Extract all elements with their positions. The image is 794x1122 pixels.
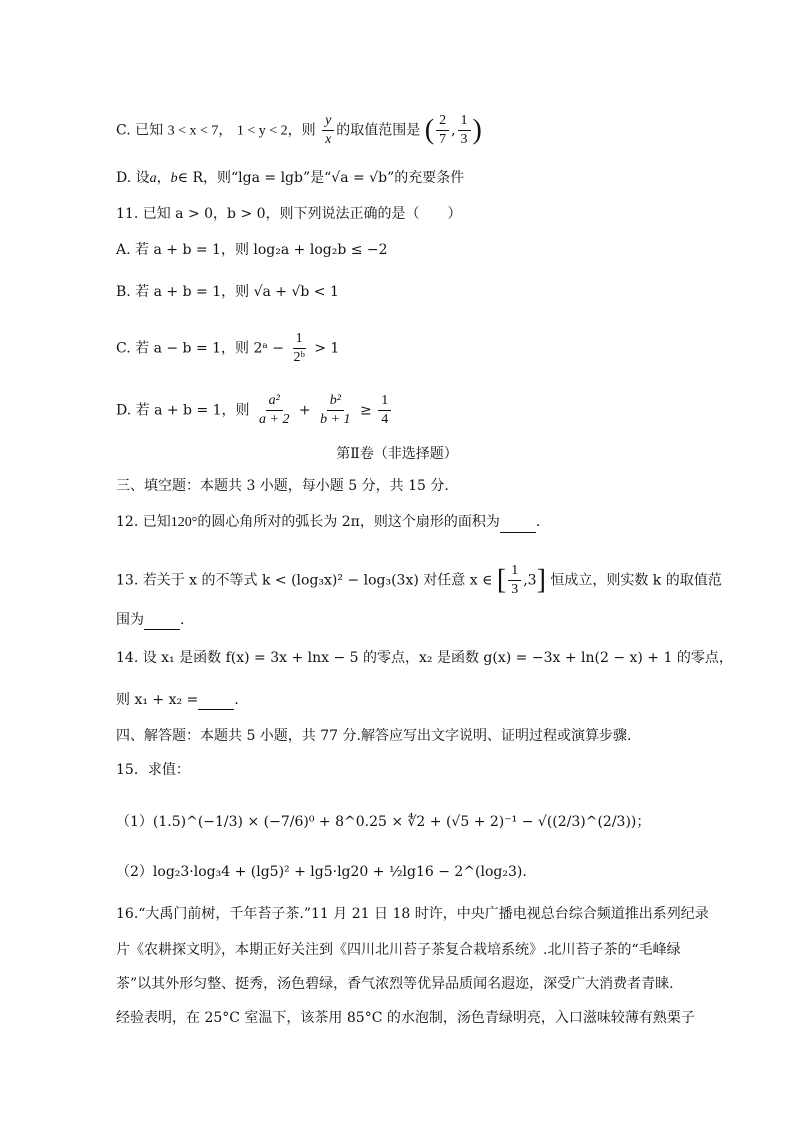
q14-line2: 则 x₁ + x₂ = . <box>116 692 239 708</box>
section3-heading: 三、填空题：本题共 3 小题，每小题 5 分，共 15 分. <box>116 478 449 494</box>
answer-blank <box>500 518 536 533</box>
q10-option-d: D. 设a，b∈ R，则“lga = lgb”是“√a = √b”的充要条件 <box>116 170 465 186</box>
q13-line1: 13. 若关于 x 的不等式 k < (log₃x)² − log₃(3x) 对任意 x ∈ [ $\frac{1}{3}$ ,3] 恒成立，则实数 k 的取值范 <box>116 563 722 597</box>
q10-option-c: C. 已知 3 < x < 7， 1 < y < 2，则 $\frac{y}{x}$ 的取值范围是 ( $\frac{2}{7}$ , $\frac{1}{3}$ ) <box>116 113 482 147</box>
q11-stem: 11. 已知 a > 0，b > 0，则下列说法正确的是（ ） <box>116 206 462 222</box>
q15-part1: （1）(1.5)^(−1/3) × (−7/6)⁰ + 8^0.25 × ∜2 + (√5 + 2)⁻¹ − √((2/3)^(2/3))； <box>116 814 651 830</box>
answer-blank <box>144 615 180 630</box>
q16-line4: 经验表明，在 25°C 室温下，该茶用 85°C 的水泡制，汤色青绿明亮，入口滋味较薄有熟栗子 <box>116 1010 695 1026</box>
q11-option-b: B. 若 a + b = 1，则 √a + √b < 1 <box>116 284 339 300</box>
q11-option-a: A. 若 a + b = 1，则 log₂a + log₂b ≤ −2 <box>116 242 388 258</box>
q11-option-c: C. 若 a − b = 1，则 2ᵃ − $\frac{1}{\text{2ᵇ}}$ > 1 <box>116 331 340 365</box>
part2-title: 第Ⅱ卷（非选择题） <box>336 446 458 462</box>
q16-line2: 片《农耕探文明》，本期正好关注到《四川北川苔子茶复合栽培系统》.北川苔子茶的“毛峰绿 <box>116 942 681 958</box>
q12: 12. 已知120°的圆心角所对的弧长为 2π，则这个扇形的面积为 . <box>116 512 540 533</box>
q11d-fraction-2: $\frac{\text{b²}}{b + 1}$ <box>320 393 351 427</box>
lower-bound-fraction: $\frac{2}{7}$ <box>436 112 449 149</box>
section4-heading: 四、解答题：本题共 5 小题，共 77 分.解答应写出文字说明、证明过程或演算步骤. <box>116 728 632 744</box>
q11d-fraction-3: $\frac{1}{4}$ <box>378 392 391 429</box>
q13-line2: 围为 . <box>116 612 185 628</box>
q11c-fraction: $\frac{1}{\text{2ᵇ}}$ <box>293 331 305 365</box>
q11-option-d: D. 若 a + b = 1，则 $\frac{\text{a²}}{a + 2}$ + $\frac{\text{b²}}{b + 1}$ ≥ $\frac{1}{4}$ <box>116 392 393 429</box>
q15-stem: 15．求值： <box>116 762 190 778</box>
q11d-fraction-1: $\frac{\text{a²}}{a + 2}$ <box>259 393 290 427</box>
upper-bound-fraction: $\frac{1}{3}$ <box>458 112 471 149</box>
q16-line3: 茶”以其外形匀整、挺秀，汤色碧绿，香气浓烈等优异品质闻名遐迩，深受广大消费者青睐. <box>116 976 674 992</box>
q14-line1: 14. 设 x₁ 是函数 f(x) = 3x + lnx − 5 的零点，x₂ 是函数 g(x) = −3x + ln(2 − x) + 1 的零点， <box>116 650 733 666</box>
q13-interval-fraction: $\frac{1}{3}$ <box>508 562 521 599</box>
ratio-fraction: $\frac{y}{x}$ <box>322 112 334 149</box>
q15-part2: （2）log₂3·log₃4 + (lg5)² + lg5·lg20 + ½lg16 − 2^(log₂3). <box>116 864 527 880</box>
answer-blank <box>198 695 234 710</box>
q16-line1: 16.“大禹门前树，千年苔子茶.”11 月 21 日 18 时许，中央广播电视总台综合频道推出系列纪录 <box>116 906 709 922</box>
